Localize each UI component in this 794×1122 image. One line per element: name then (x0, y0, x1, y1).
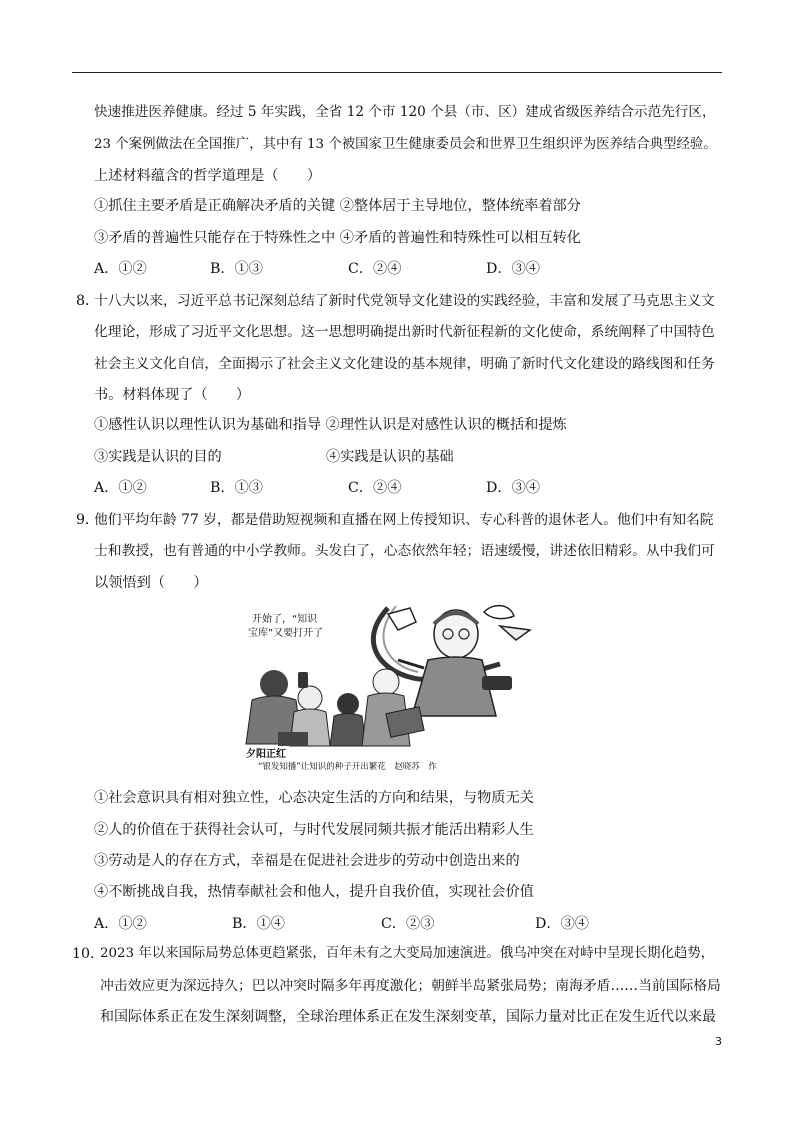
q10-line-1: 2023 年以来国际局势总体更趋紧张，百年未有之大变局加速演进。俄乌冲突在对峙中呈现长期化趋势， (100, 946, 715, 961)
q8-option-c[interactable]: C．②④ (348, 480, 402, 496)
q9-option-b[interactable]: B．①④ (232, 916, 285, 932)
audience-head-1 (260, 670, 288, 698)
speech-line-1: 开始了，“知识 (252, 614, 318, 625)
q9-option-d[interactable]: D．③④ (535, 916, 589, 932)
q8-option-b[interactable]: B．①③ (210, 480, 263, 496)
q8-statement-3: ③实践是认识的目的 (94, 449, 222, 465)
q8-statement-4: ④实践是认识的基础 (326, 449, 454, 465)
raised-phone (298, 672, 308, 688)
q9-number: 9． (76, 512, 100, 528)
speech-line-2: 宝库”又要打开了 (248, 628, 324, 639)
cartoon-title: 夕阳正红 (246, 749, 286, 760)
q7-statement-2: ③矛盾的普遍性只能存在于特殊性之中 ④矛盾的普遍性和特殊性可以相互转化 (94, 230, 581, 246)
phone-device (278, 732, 308, 746)
flying-object-3 (500, 626, 530, 640)
q9-statement-1: ①社会意识具有相对独立性，心态决定生活的方向和结果，与物质无关 (94, 790, 534, 806)
cartoon-illustration (238, 600, 534, 772)
q7-line-1: 快速推进医养健康。经过 5 年实践，全省 12 个市 120 个县（市、区）建成省级医养结合示范先行区， (94, 104, 716, 120)
q9-option-a[interactable]: A．①② (94, 916, 147, 932)
q9-statement-4: ④不断挑战自我，热情奉献社会和他人，提升自我价值，实现社会价值 (94, 884, 534, 900)
q9-option-c[interactable]: C．②③ (381, 916, 435, 932)
header-rule (72, 72, 722, 73)
page-number: 3 (715, 1035, 722, 1048)
q8-line-4: 书。材料体现了（ ） (94, 387, 251, 403)
q8-option-a[interactable]: A．①② (94, 480, 147, 496)
q8-line-3: 社会主义文化自信，全面揭示了社会主义文化建设的基本规律，明确了新时代文化建设的路线图和任务 (94, 356, 715, 372)
q9-line-2: 士和教授，也有普通的中小学教师。头发白了，心态依然年轻；语速缓慢，讲述依旧精彩。从中我们可 (94, 543, 715, 559)
q7-option-d[interactable]: D．③④ (486, 261, 540, 277)
q8-option-d[interactable]: D．③④ (486, 480, 540, 496)
q9-line-3: 以领悟到（ ） (94, 575, 208, 591)
q9-statement-3: ③劳动是人的存在方式，幸福是在促进社会进步的劳动中创造出来的 (94, 853, 520, 869)
q7-option-b[interactable]: B．①③ (210, 261, 263, 277)
camera-device (482, 676, 512, 690)
q8-line-2: 化理论，形成了习近平文化思想。这一思想明确提出新时代新征程新的文化使命，系统阐释了中国特色 (94, 324, 715, 340)
q10-line-2: 冲击效应更为深远持久；巴以冲突时隔多年再度激化；朝鲜半岛紧张局势；南海矛盾……当前国际格局 (100, 978, 721, 994)
q9-statement-2: ②人的价值在于获得社会认可，与时代发展同频共振才能活出精彩人生 (94, 822, 534, 838)
q7-option-c[interactable]: C．②④ (348, 261, 402, 277)
q7-line-3: 上述材料蕴含的哲学道理是（ ） (94, 168, 322, 184)
q9-line-1: 他们平均年龄 77 岁，都是借助短视频和直播在网上传授知识、专心科普的退休老人。他们中有知名院 (94, 512, 714, 528)
cartoon-caption: “银发知播”让知识的种子开出繁花 赵晓苏 作 (258, 762, 437, 772)
q8-statement-1: ①感性认识以理性认识为基础和指导 ②理性认识是对感性认识的概括和提炼 (94, 417, 567, 433)
q8-line-1: 十八大以来，习近平总书记深刻总结了新时代党领导文化建设的实践经验，丰富和发展了马克思主义文 (94, 293, 715, 309)
q10-number: 10． (72, 946, 105, 962)
flying-object-2 (484, 606, 514, 619)
q10-line-3: 和国际体系正在发生深刻调整，全球治理体系正在发生深刻变革，国际力量对比正在发生近代以来最 (100, 1009, 716, 1025)
q7-option-a[interactable]: A．①② (94, 261, 147, 277)
q7-line-2: 23 个案例做法在全国推广，其中有 13 个被国家卫生健康委员会和世界卫生组织评为医养结合典型经验。 (94, 137, 717, 152)
q8-number: 8． (76, 293, 100, 309)
q7-statement-1: ①抓住主要矛盾是正确解决矛盾的关键 ②整体居于主导地位，整体统率着部分 (94, 198, 581, 214)
